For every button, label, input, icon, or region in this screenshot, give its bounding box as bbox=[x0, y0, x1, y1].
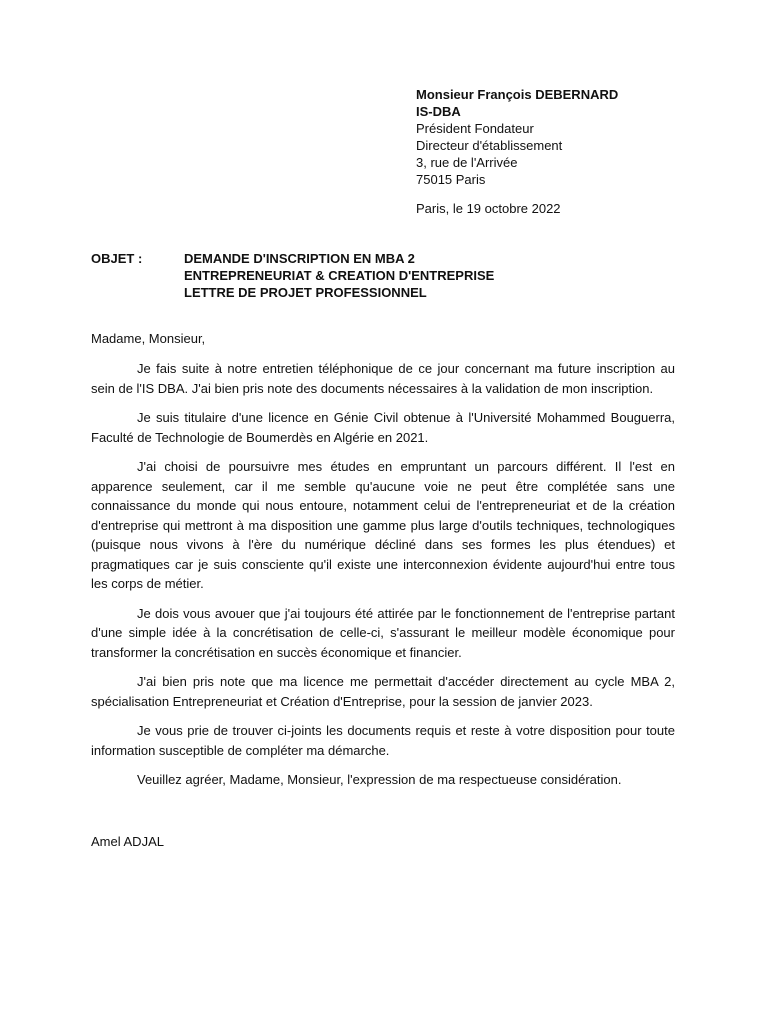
body-paragraph: Je dois vous avouer que j'ai toujours été attirée par le fonctionnement de l'entreprise partant d'une simple idée à la concrétisation de celle-ci, s'assurant le meilleur modèle économique pour transformer la concrétisation en succès économique et financier. bbox=[91, 605, 675, 660]
salutation: Madame, Monsieur, bbox=[91, 331, 206, 346]
subject-line: DEMANDE D'INSCRIPTION EN MBA 2 bbox=[184, 251, 415, 266]
recipient-name: Monsieur François DEBERNARD bbox=[416, 87, 619, 102]
subject-line: LETTRE DE PROJET PROFESSIONNEL bbox=[184, 285, 427, 300]
body-paragraph: J'ai choisi de poursuivre mes études en empruntant un parcours différent. Il l'est en apparence seulement, car il me semble qu'aucune voie ne peut être complétée sans une connaissance du monde qui nous entoure, notamment celui de l'entrepreneuriat et de la création d'entreprise qui mettront à ma disposition une gamme plus large d'outils techniques, technologiques (puisque nous vivons à l'ère du numérique décliné dans ses formes les plus étendues) et pragmatiques car je suis consciente qu'il existe une interconnexion évidente aujourd'hui entre tous les corps de métier. bbox=[91, 459, 675, 591]
recipient-city: 75015 Paris bbox=[416, 172, 486, 187]
body-paragraph: Je vous prie de trouver ci-joints les documents requis et reste à votre disposition pour toute information susceptible de compléter ma démarche. bbox=[91, 723, 675, 758]
body-paragraph: Je suis titulaire d'une licence en Génie Civil obtenue à l'Université Mohammed Bouguerra, Faculté de Technologie de Boumerdès en Algérie en 2021. bbox=[91, 410, 675, 445]
recipient-title: Président Fondateur bbox=[416, 121, 534, 136]
body-paragraph: J'ai bien pris note que ma licence me permettait d'accéder directement au cycle MBA 2, spécialisation Entrepreneuriat et Création d'Entreprise, pour la session de janvier 2023. bbox=[91, 674, 675, 709]
recipient-organization: IS-DBA bbox=[416, 104, 461, 119]
signature-name: Amel ADJAL bbox=[91, 834, 164, 849]
subject-line: ENTREPRENEURIAT & CREATION D'ENTREPRISE bbox=[184, 268, 495, 283]
subject-lines bbox=[184, 250, 494, 301]
recipient-street: 3, rue de l'Arrivée bbox=[416, 155, 518, 170]
letter-body bbox=[91, 359, 675, 800]
recipient-role: Directeur d'établissement bbox=[416, 138, 563, 153]
recipient-block bbox=[416, 86, 736, 188]
body-paragraph: Je fais suite à notre entretien téléphonique de ce jour concernant ma future inscription au sein de l'IS DBA. J'ai bien pris note des documents nécessaires à la validation de mon inscription. bbox=[91, 361, 675, 396]
closing-paragraph: Veuillez agréer, Madame, Monsieur, l'expression de ma respectueuse considération. bbox=[137, 772, 622, 787]
subject-label: OBJET : bbox=[91, 251, 143, 266]
letter-date: Paris, le 19 octobre 2022 bbox=[416, 201, 561, 216]
